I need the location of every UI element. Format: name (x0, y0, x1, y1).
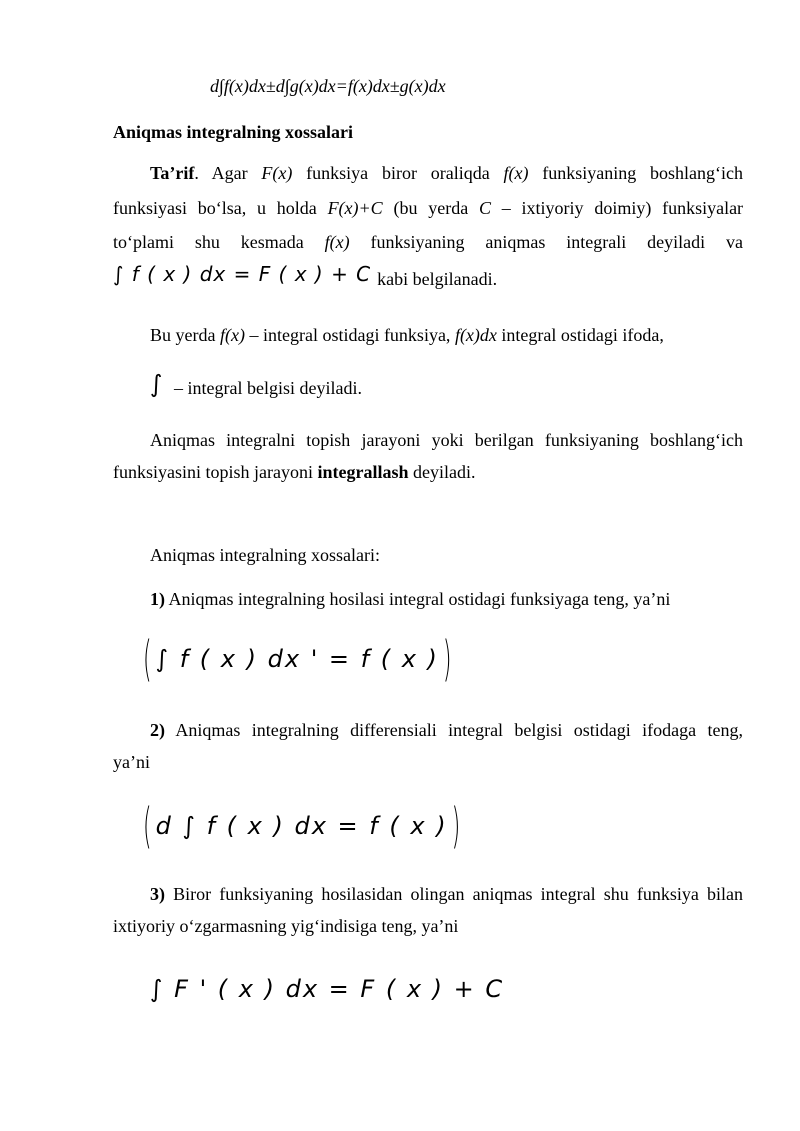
property-3-formula-block (150, 975, 504, 1003)
property-2-line-1: 2) Aniqmas integralning differensiali integral belgisi ostidagi ifodaga teng, (150, 720, 743, 740)
integration-line-1: Aniqmas integralni topish jarayoni yoki berilgan funksiyaning boshlang‘ich (150, 430, 743, 450)
property-3-number: 3) (150, 884, 165, 904)
property-2-formula: d ∫ f ( x ) dx = f ( x ) (155, 812, 448, 840)
integration-line-2: funksiyasini topish jarayoni integrallash deyiladi. (113, 462, 476, 482)
property-2-formula-block: ( d ∫ f ( x ) dx = f ( x ) ) (143, 800, 461, 855)
property-3-line-2: ixtiyoriy o‘zgarmasning yig‘indisiga teng, ya’ni (113, 916, 459, 936)
property-1-formula: ∫ f ( x ) dx ' = f ( x ) (155, 645, 439, 673)
property-3-line-1: 3) Biror funksiyaning hosilasidan olingan aniqmas integral shu funksiya bilan (150, 884, 743, 904)
integration-term: integrallash (317, 462, 409, 482)
definition-formula-line (113, 262, 498, 289)
definition-formula-suffix: kabi belgilanadi. (377, 269, 498, 289)
top-formula: d∫f(x)dx±d∫g(x)dx=f(x)dx±g(x)dx (210, 76, 446, 96)
property-3-formula: ∫ F ' ( x ) dx = F ( x ) + C (150, 975, 505, 1003)
property-2-line-2: ya’ni (113, 752, 150, 772)
definition-line-1: Ta’rif. Agar F(x) funksiya biror oraliqda f(x) funksiyaning boshlang‘ich (150, 163, 743, 183)
definition-line-3: to‘plami shu kesmada f(x) funksiyaning aniqmas integrali deyiladi va (113, 232, 743, 252)
properties-title: Aniqmas integralning xossalari: (150, 545, 380, 565)
definition-term: Ta’rif (150, 163, 195, 183)
property-1-number: 1) (150, 589, 165, 609)
explanation-line: Bu yerda f(x) – integral ostidagi funksiya, f(x)dx integral ostidagi ifoda, (150, 325, 664, 345)
property-2-number: 2) (150, 720, 165, 740)
integral-sign-line: ∫ – integral belgisi deyiladi. (150, 370, 362, 398)
property-1-text: 1) Aniqmas integralning hosilasi integral ostidagi funksiyaga teng, ya’ni (150, 589, 671, 609)
definition-line-2: funksiyasi bo‘lsa, u holda F(x)+C (bu yerda C – ixtiyoriy doimiy) funksiyalar (113, 198, 744, 218)
integral-sign: ∫ (150, 370, 164, 398)
section-heading: Aniqmas integralning xossalari (113, 122, 354, 142)
definition-formula: ∫ f ( x ) dx = F ( x ) + C (113, 262, 372, 286)
property-1-formula-block: ( ∫ f ( x ) dx ' = f ( x ) ) (143, 633, 452, 688)
